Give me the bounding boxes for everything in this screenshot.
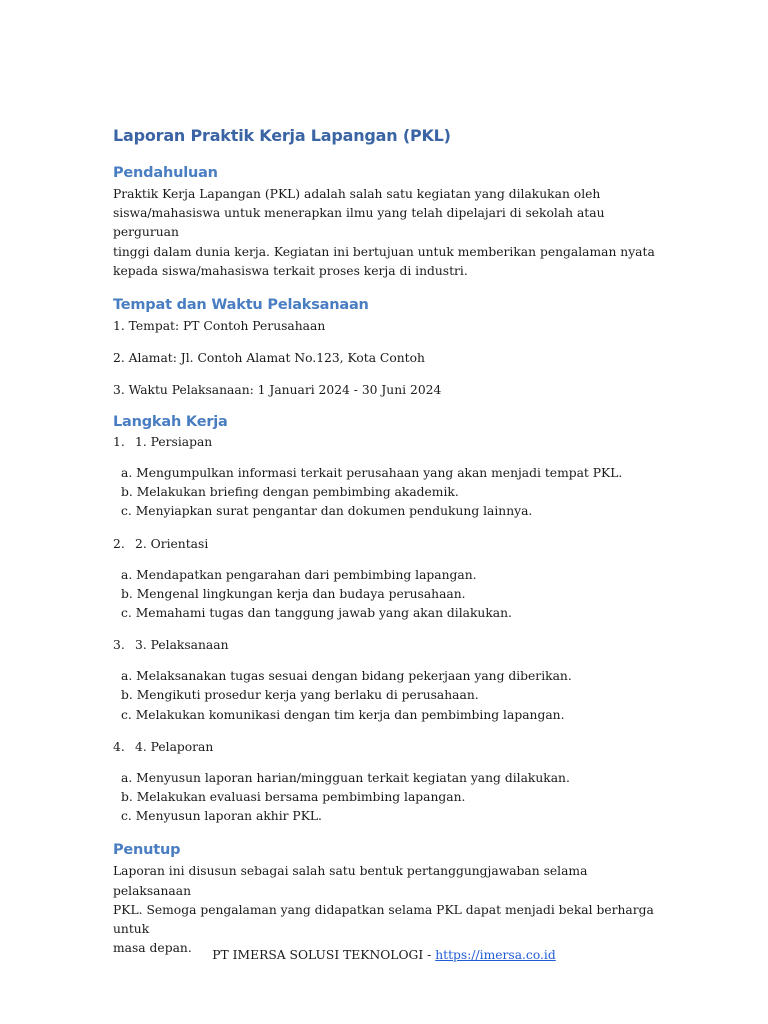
paragraph-line: kepada siswa/mahasiswa terkait proses kerja di industri. [113, 263, 468, 278]
paragraph-line: siswa/mahasiswa untuk menerapkan ilmu yang telah dipelajari di sekolah atau perguruan [113, 206, 605, 240]
sub-item: a. Melaksanakan tugas sesuai dengan bidang pekerjaan yang diberikan. [121, 669, 572, 684]
sub-item: c. Memahami tugas dan tanggung jawab yang akan dilakukan. [121, 606, 512, 621]
step-list [113, 433, 658, 826]
paragraph-line: Laporan ini disusun sebagai salah satu bentuk pertanggungjawaban selama pelaksanaan [113, 864, 588, 898]
step-item [113, 535, 658, 553]
page-footer [0, 946, 768, 964]
heading-penutup: Penutup [113, 842, 181, 859]
step-number: 1. [113, 435, 125, 450]
step-label: 1. Persiapan [135, 435, 213, 450]
alamat-item: 2. Alamat: Jl. Contoh Alamat No.123, Kota Contoh [113, 351, 425, 366]
sub-list [113, 464, 658, 522]
tempat-item: 1. Tempat: PT Contoh Perusahaan [113, 319, 326, 334]
step-number: 4. [113, 739, 125, 754]
step-item [113, 738, 658, 756]
step-number: 3. [113, 638, 125, 653]
sub-item: a. Mengumpulkan informasi terkait perusahaan yang akan menjadi tempat PKL. [121, 466, 623, 481]
paragraph-line: masa depan. [113, 941, 192, 956]
sub-list [113, 566, 658, 624]
sub-item: c. Menyiapkan surat pengantar dan dokumen pendukung lainnya. [121, 504, 533, 519]
sub-list [113, 769, 658, 827]
document-title: Laporan Praktik Kerja Lapangan (PKL) [113, 126, 451, 145]
step-item [113, 636, 658, 654]
paragraph-line: PKL. Semoga pengalaman yang didapatkan selama PKL dapat menjadi bekal berharga untuk [113, 902, 654, 937]
sub-item: b. Mengenal lingkungan kerja dan budaya perusahaan. [121, 586, 466, 601]
step-number: 2. [113, 536, 125, 551]
sub-list [113, 667, 658, 725]
heading-langkah-kerja: Langkah Kerja [113, 414, 228, 431]
footer-link[interactable]: https://imersa.co.id [435, 948, 556, 962]
step-item [113, 433, 658, 451]
paragraph-penutup [113, 862, 658, 958]
footer-company: PT IMERSA SOLUSI TEKNOLOGI - [212, 948, 436, 962]
document-page [113, 126, 658, 958]
paragraph-line: Praktik Kerja Lapangan (PKL) adalah salah satu kegiatan yang dilakukan oleh [113, 187, 601, 201]
sub-item: b. Melakukan evaluasi bersama pembimbing lapangan. [121, 790, 466, 805]
step-label: 2. Orientasi [135, 536, 209, 551]
sub-item: c. Melakukan komunikasi dengan tim kerja dan pembimbing lapangan. [121, 707, 565, 722]
paragraph-pendahuluan [113, 185, 658, 281]
sub-item: a. Menyusun laporan harian/mingguan terkait kegiatan yang dilakukan. [121, 770, 570, 785]
paragraph-line: tinggi dalam dunia kerja. Kegiatan ini bertujuan untuk memberikan pengalaman nyata [113, 244, 655, 259]
step-label: 4. Pelaporan [135, 739, 214, 754]
heading-tempat-waktu: Tempat dan Waktu Pelaksanaan [113, 297, 369, 314]
sub-item: c. Menyusun laporan akhir PKL. [121, 809, 322, 824]
waktu-item: 3. Waktu Pelaksanaan: 1 Januari 2024 - 30 Juni 2024 [113, 383, 442, 398]
step-label: 3. Pelaksanaan [135, 638, 229, 653]
sub-item: b. Mengikuti prosedur kerja yang berlaku di perusahaan. [121, 688, 479, 703]
sub-item: a. Mendapatkan pengarahan dari pembimbing lapangan. [121, 567, 477, 582]
sub-item: b. Melakukan briefing dengan pembimbing akademik. [121, 485, 459, 500]
heading-pendahuluan: Pendahuluan [113, 165, 218, 181]
